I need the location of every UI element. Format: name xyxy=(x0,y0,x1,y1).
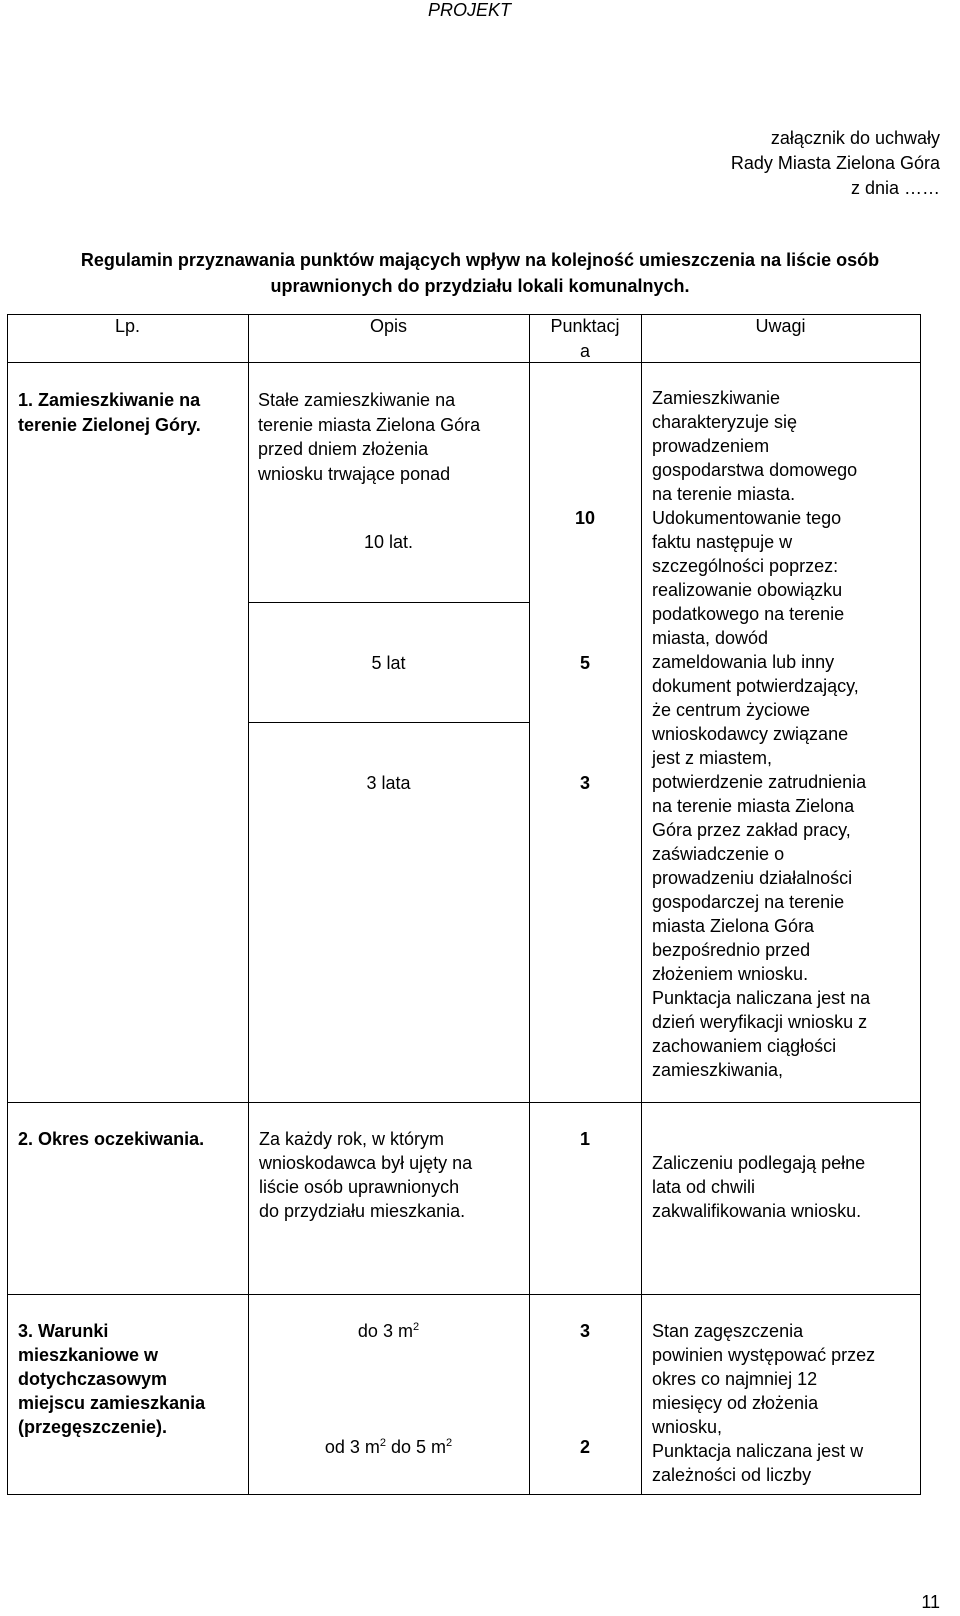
superscript: 2 xyxy=(412,1321,420,1333)
row3-lp-line: mieszkaniowe w xyxy=(18,1345,159,1365)
row1-uwagi-line: że centrum życiowe xyxy=(652,700,811,720)
row1-uwagi-line: szczególności poprzez: xyxy=(652,556,839,576)
row1-uwagi-line: gospodarstwa domowego xyxy=(652,460,858,480)
row1-pkt-5: 5 xyxy=(579,653,590,673)
row1-pkt-10: 10 xyxy=(574,508,596,528)
row1-uwagi-line: wnioskodawcy związane xyxy=(652,724,849,744)
row3-lp-line: (przegęszczenie). xyxy=(18,1417,168,1437)
row1-uwagi-line: prowadzeniem xyxy=(652,436,770,456)
row1-uwagi-line: zamieszkiwania, xyxy=(652,1060,784,1080)
row1-uwagi xyxy=(652,386,918,1082)
row3-uwagi-line: powinien występować przez xyxy=(652,1345,876,1365)
annex-line: załącznik do uchwały xyxy=(770,128,940,148)
row1-uwagi-line: dzień weryfikacji wniosku z xyxy=(652,1012,868,1032)
row1-uwagi-line: miasta Zielona Góra xyxy=(652,916,815,936)
row2-opis-line: wnioskodawca był ujęty na xyxy=(259,1153,473,1173)
document-title xyxy=(0,247,960,299)
row1-opis-line: przed dniem złożenia xyxy=(258,439,429,459)
row2-uwagi-line: zakwalifikowania wniosku. xyxy=(652,1201,862,1221)
row1-opis-3: 3 lata xyxy=(366,773,411,793)
row1-uwagi-line: zameldowania lub inny xyxy=(652,652,835,672)
row1-uwagi-line: na terenie miasta. xyxy=(652,484,796,504)
row3-uwagi-line: okres co najmniej 12 xyxy=(652,1369,818,1389)
row2-opis-line: liście osób uprawnionych xyxy=(259,1177,460,1197)
row3-uwagi-line: wniosku, xyxy=(652,1417,723,1437)
row3-uwagi-line: Stan zagęszczenia xyxy=(652,1321,804,1341)
row1-opis xyxy=(258,388,528,486)
row1-lp xyxy=(18,388,246,437)
row1-uwagi-line: Udokumentowanie tego xyxy=(652,508,842,528)
row2-lp: 2. Okres oczekiwania. xyxy=(18,1129,205,1149)
header-divider xyxy=(7,362,921,363)
header-punktacja-line: a xyxy=(579,340,590,361)
superscript: 2 xyxy=(446,1437,453,1449)
row-divider xyxy=(7,1102,921,1103)
table-border-bottom xyxy=(7,1494,921,1495)
row3-opis-b-text: do 5 m xyxy=(386,1437,447,1457)
row2-opis xyxy=(259,1127,529,1223)
row2-uwagi-line: lata od chwili xyxy=(652,1177,756,1197)
row3-lp-line: miejscu zamieszkania xyxy=(18,1393,206,1413)
row1-opis-line: terenie miasta Zielona Góra xyxy=(258,414,481,435)
row1-lp-line: terenie Zielonej Góry. xyxy=(18,414,201,435)
header-punktacja xyxy=(529,314,641,363)
row1-uwagi-line: faktu następuje w xyxy=(652,532,793,552)
row1-uwagi-line: Zamieszkiwanie xyxy=(652,388,781,408)
row1-opis-line: Stałe zamieszkiwanie na xyxy=(258,390,456,410)
row3-uwagi-line: miesięcy od złożenia xyxy=(652,1393,819,1413)
row1-uwagi-line: zachowaniem ciągłości xyxy=(652,1036,837,1056)
row3-opis-b xyxy=(248,1435,529,1460)
row1-uwagi-line: na terenie miasta Zielona xyxy=(652,796,855,816)
row2-uwagi-line: Zaliczeniu podlegają pełne xyxy=(652,1153,866,1173)
header-uwagi: Uwagi xyxy=(755,316,806,336)
row1-pkt-3: 3 xyxy=(579,773,590,793)
row1-uwagi-line: zaświadczenie o xyxy=(652,844,785,864)
row1-uwagi-line: potwierdzenie zatrudnienia xyxy=(652,772,867,792)
subrow-divider xyxy=(248,602,529,603)
row2-opis-line: do przydziału mieszkania. xyxy=(259,1201,466,1221)
row3-opis-a xyxy=(248,1319,529,1344)
header-opis: Opis xyxy=(369,316,407,336)
title-line: Regulamin przyznawania punktów mających wpływ na kolejność umieszczenia na liście osób xyxy=(80,250,880,270)
row1-opis-10: 10 lat. xyxy=(363,532,414,552)
column-divider xyxy=(641,314,642,1495)
row1-uwagi-line: złożeniem wniosku. xyxy=(652,964,809,984)
annex-reference xyxy=(440,126,940,201)
row1-uwagi-line: gospodarczej na terenie xyxy=(652,892,845,912)
row3-uwagi xyxy=(652,1319,918,1487)
row3-lp-line: 3. Warunki xyxy=(18,1321,109,1341)
table-border-left xyxy=(7,314,8,1495)
row2-uwagi xyxy=(652,1151,918,1223)
row3-pkt-b: 2 xyxy=(579,1437,590,1457)
column-divider xyxy=(248,314,249,1495)
projekt-label: PROJEKT xyxy=(428,0,512,20)
row3-uwagi-line: Punktacja naliczana jest w xyxy=(652,1441,864,1461)
row1-opis-line: wniosku trwające ponad xyxy=(258,463,451,484)
subrow-divider xyxy=(248,722,529,723)
row1-uwagi-line: jest z miastem, xyxy=(652,748,773,768)
row1-lp-line: 1. Zamieszkiwanie na xyxy=(18,390,201,410)
annex-line: Rady Miasta Zielona Góra xyxy=(730,153,940,173)
row1-uwagi-line: Góra przez zakład pracy, xyxy=(652,820,851,840)
page-number: 11 xyxy=(921,1592,940,1612)
row2-pkt: 1 xyxy=(579,1129,590,1149)
header-lp: Lp. xyxy=(114,316,141,336)
row1-uwagi-line: podatkowego na terenie xyxy=(652,604,845,624)
row1-uwagi-line: charakteryzuje się xyxy=(652,412,798,432)
row2-opis-line: Za każdy rok, w którym xyxy=(259,1129,445,1149)
superscript: 2 xyxy=(379,1437,386,1449)
row1-uwagi-line: Punktacja naliczana jest na xyxy=(652,988,871,1008)
row3-pkt-a: 3 xyxy=(579,1321,590,1341)
row1-uwagi-line: realizowanie obowiązku xyxy=(652,580,843,600)
row3-lp-line: dotychczasowym xyxy=(18,1369,168,1389)
row3-uwagi-line: zależności od liczby xyxy=(652,1465,812,1485)
title-line: uprawnionych do przydziału lokali komunalnych. xyxy=(270,276,690,296)
row3-lp xyxy=(18,1319,246,1439)
row-divider xyxy=(7,1294,921,1295)
table-border-right xyxy=(920,314,921,1495)
row1-opis-5: 5 lat xyxy=(371,653,406,673)
column-divider xyxy=(529,314,530,1495)
row3-opis-b-text: od 3 m xyxy=(324,1437,380,1457)
row1-uwagi-line: prowadzeniu działalności xyxy=(652,868,853,888)
row3-opis-a-text: do 3 m xyxy=(357,1321,413,1341)
row1-uwagi-line: miasta, dowód xyxy=(652,628,769,648)
row1-uwagi-line: bezpośrednio przed xyxy=(652,940,811,960)
row1-uwagi-line: dokument potwierdzający, xyxy=(652,676,859,696)
annex-line: z dnia …… xyxy=(850,178,940,198)
header-punktacja-line: Punktacj xyxy=(550,316,620,336)
